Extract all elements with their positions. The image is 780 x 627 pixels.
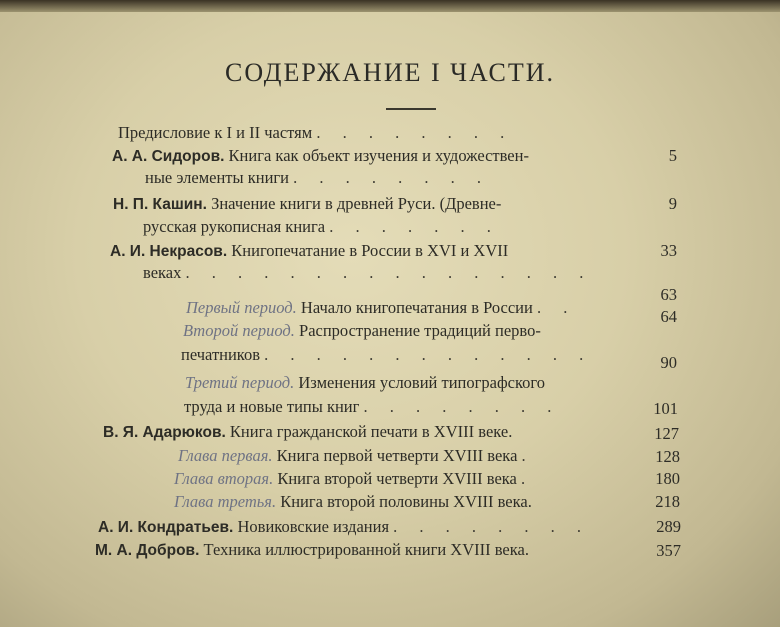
leader-dots: . . . . . . . . <box>393 517 591 536</box>
toc-line <box>184 396 560 418</box>
leader-dots: . . . . . . . . <box>363 397 561 416</box>
entry-chapter: Глава третья. <box>174 492 277 511</box>
page-number: 128 <box>655 447 680 466</box>
toc-line <box>143 216 500 238</box>
entry-text: Книга как объект изучения и художествен- <box>224 146 529 165</box>
entry-period: Первый период. <box>186 298 297 317</box>
entry-text: Предисловие к I и II частям <box>118 123 313 142</box>
toc-line <box>145 167 490 189</box>
page-number: 33 <box>660 241 677 260</box>
entry-text: Распространение традиций перво- <box>294 321 541 340</box>
toc-line <box>95 539 529 562</box>
leader-dots: . . . . . . . . <box>293 168 490 187</box>
toc-line <box>103 421 512 444</box>
leader-dots: . . <box>536 298 577 317</box>
leader-dots: . . . . . . . . . . . . . <box>264 345 593 364</box>
page-top-edge <box>0 0 780 12</box>
entry-text: русская рукописная книга <box>143 217 326 236</box>
title-divider <box>386 108 436 110</box>
entry-author: А. А. Сидоров. <box>112 148 225 165</box>
page-number: 101 <box>653 399 678 418</box>
page-title: СОДЕРЖАНИЕ I ЧАСТИ. <box>224 58 556 87</box>
entry-chapter: Глава первая. <box>178 446 273 465</box>
toc-line <box>118 122 513 144</box>
entry-text: Техника иллюстрированной книги XVIII века. <box>199 540 529 559</box>
entry-text: Книга гражданской печати в XVIII веке. <box>225 422 513 441</box>
page-number: 218 <box>655 492 680 511</box>
entry-text: Начало книгопечатания в России <box>296 298 533 317</box>
entry-text: Книга первой четверти XVIII века <box>272 446 518 465</box>
leader-dots: . <box>521 446 535 465</box>
page-number: 90 <box>660 353 677 372</box>
entry-author: Н. П. Кашин. <box>113 196 207 213</box>
toc-line <box>183 320 541 342</box>
toc-line <box>110 240 508 263</box>
toc-line <box>181 344 592 366</box>
leader-dots: . . . . . . . <box>329 217 500 236</box>
entry-period: Третий период. <box>185 373 295 392</box>
leader-dots: . . . . . . . . <box>316 123 514 142</box>
entry-author: А. И. Кондратьев. <box>98 519 234 536</box>
entry-text: Изменения условий типографского <box>294 373 546 392</box>
page-number: 63 <box>660 285 677 304</box>
toc-line <box>143 262 592 284</box>
entry-period: Второй период. <box>183 321 295 340</box>
toc-line <box>174 468 534 490</box>
entry-chapter: Глава вторая. <box>174 469 274 488</box>
entry-text: веках <box>143 263 182 282</box>
page-number: 64 <box>660 307 677 326</box>
entry-text: Новиковские издания <box>233 517 390 536</box>
page-number: 127 <box>654 424 679 443</box>
toc-line <box>98 516 590 539</box>
toc-line <box>112 145 529 168</box>
page-number: 357 <box>656 541 681 560</box>
entry-author: В. Я. Адарюков. <box>103 424 226 441</box>
toc-line <box>185 372 545 394</box>
toc-line <box>186 297 576 319</box>
entry-text: печатников <box>181 345 261 364</box>
entry-text: Книга второй четверти XVIII века <box>273 469 517 488</box>
page-number: 9 <box>668 194 677 213</box>
toc-line <box>178 445 535 467</box>
toc-line <box>174 491 532 513</box>
leader-dots: . . . . . . . . . . . . . . . . <box>185 263 593 282</box>
toc-line <box>113 193 501 216</box>
page-number: 5 <box>668 146 677 165</box>
entry-author: А. И. Некрасов. <box>110 243 228 260</box>
entry-text: Книгопечатание в России в XVI и XVII <box>227 241 509 260</box>
leader-dots: . <box>521 469 535 488</box>
entry-text: труда и новые типы книг <box>184 397 360 416</box>
page-number: 289 <box>656 517 681 536</box>
entry-text: ные элементы книги <box>145 168 289 187</box>
page-number: 180 <box>655 469 680 488</box>
entry-text: Значение книги в древней Руси. (Древне- <box>206 194 502 213</box>
entry-author: М. А. Добров. <box>95 542 200 559</box>
entry-text: Книга второй половины XVIII века. <box>276 492 532 511</box>
